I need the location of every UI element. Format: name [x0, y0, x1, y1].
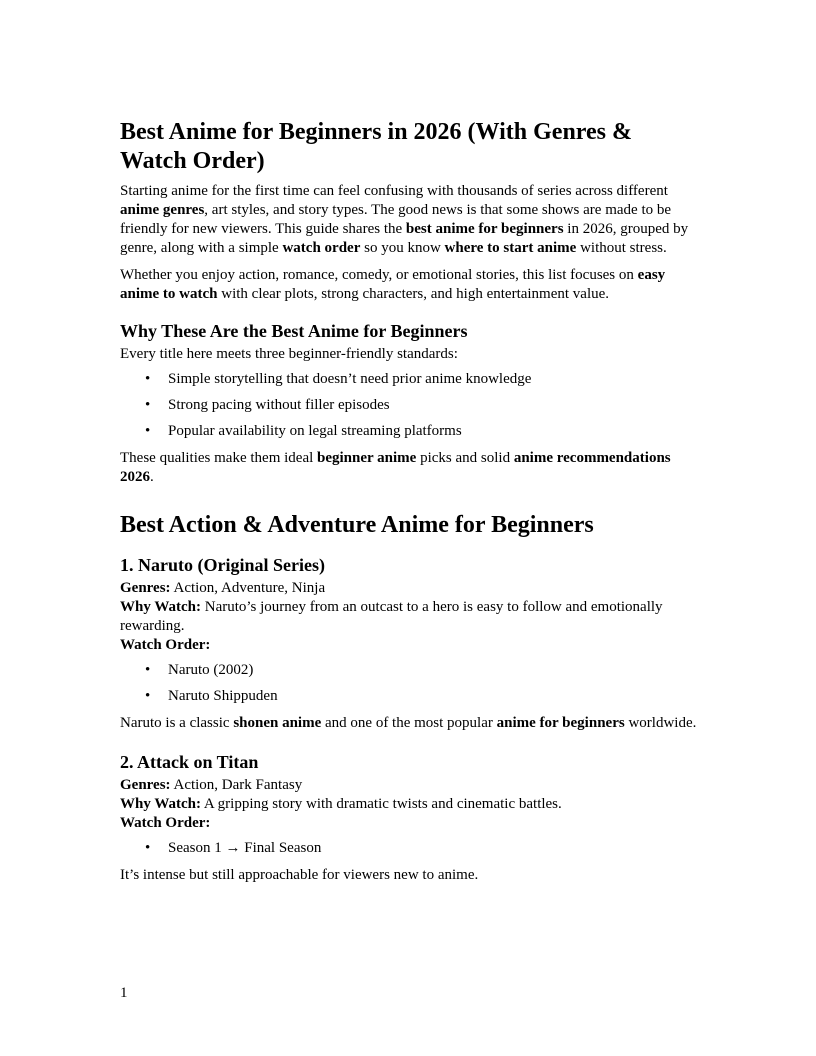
intro-paragraph-2	[120, 266, 700, 304]
text-run: Whether you enjoy action, romance, comedy, or emotional stories, this list focuses on	[120, 267, 638, 283]
text-run: without stress.	[576, 240, 667, 256]
list-item: • Naruto Shippuden	[120, 687, 700, 706]
item-order-label	[120, 814, 700, 833]
genres-value: Action, Dark Fantasy	[173, 777, 303, 793]
item-genres	[120, 776, 700, 795]
watch-order-list	[120, 661, 700, 706]
list-item: • Strong pacing without filler episodes	[120, 396, 700, 415]
why-value: A gripping story with dramatic twists and cinematic battles.	[203, 796, 562, 812]
item-closing	[120, 714, 700, 733]
why-value: Naruto’s journey from an outcast to a hero is easy to follow and emotionally rewarding.	[120, 599, 663, 634]
bold-text: anime recommendations 2026	[120, 450, 671, 485]
order-label: Watch Order:	[120, 815, 211, 831]
text-run: so you know	[360, 240, 445, 256]
text-run: , art styles, and story types. The good news is that some shows are made to be friendly for new viewers. This guide shares the	[120, 202, 672, 237]
order-label: Watch Order:	[120, 637, 211, 653]
text-run: with clear plots, strong characters, and high entertainment value.	[217, 286, 610, 302]
document-page	[120, 118, 700, 893]
list-item: • Simple storytelling that doesn’t need prior anime knowledge	[120, 370, 700, 389]
why-list	[120, 370, 700, 441]
item-why	[120, 598, 700, 636]
bold-text: best anime for beginners	[405, 221, 564, 237]
why-heading: Why These Are the Best Anime for Beginners	[120, 321, 468, 341]
action-section-heading: Best Action & Adventure Anime for Beginners	[120, 512, 594, 538]
list-item: • Naruto (2002)	[120, 661, 700, 680]
genres-value: Action, Adventure, Ninja	[173, 580, 326, 596]
item-title-naruto: 1. Naruto (Original Series)	[120, 555, 325, 575]
text-run: These qualities make them ideal	[120, 450, 318, 466]
why-label: Why Watch:	[120, 599, 201, 615]
text-run: It’s intense but still approachable for viewers new to anime.	[120, 867, 479, 883]
genres-label: Genres:	[120, 580, 171, 596]
bold-text: anime genres	[120, 202, 205, 218]
item-why	[120, 795, 700, 814]
watch-order-list	[120, 839, 700, 858]
bold-text: easy anime to watch	[120, 267, 666, 302]
item-genres	[120, 579, 700, 598]
bold-text: watch order	[282, 240, 361, 256]
bold-text: beginner anime	[317, 450, 417, 466]
item-title-attack-on-titan: 2. Attack on Titan	[120, 752, 259, 772]
bold-text: where to start anime	[444, 240, 577, 256]
item-closing	[120, 866, 700, 885]
genres-label: Genres:	[120, 777, 171, 793]
page-title: Best Anime for Beginners in 2026 (With Genres & Watch Order)	[120, 119, 632, 174]
text-run: in 2026, grouped by genre, along with a simple	[120, 221, 689, 256]
list-item: • Season 1 → Final Season	[120, 839, 700, 858]
text-run: worldwide.	[624, 715, 697, 731]
text-run: .	[150, 469, 154, 485]
text-run: Starting anime for the first time can feel confusing with thousands of series across different	[120, 183, 668, 199]
why-label: Why Watch:	[120, 796, 201, 812]
why-closing	[120, 449, 700, 487]
why-lead: Every title here meets three beginner-friendly standards:	[120, 346, 458, 362]
bold-text: shonen anime	[233, 715, 322, 731]
page-number: 1	[120, 985, 128, 1001]
bold-text: anime for beginners	[496, 715, 625, 731]
text-run: picks and solid	[416, 450, 514, 466]
text-run: and one of the most popular	[321, 715, 497, 731]
list-item: • Popular availability on legal streaming platforms	[120, 422, 700, 441]
intro-paragraph-1	[120, 182, 700, 258]
item-order-label	[120, 636, 700, 655]
text-run: Naruto is a classic	[120, 715, 234, 731]
